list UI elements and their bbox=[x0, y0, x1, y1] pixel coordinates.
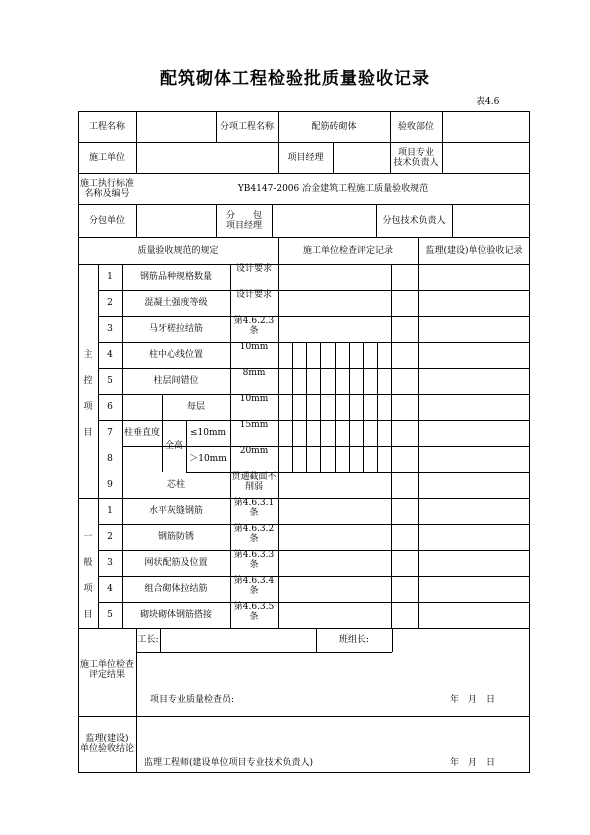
general-group-char: 目 bbox=[83, 610, 93, 620]
item-requirement: 贯通截面不削弱 bbox=[231, 472, 277, 492]
item-number: 1 bbox=[107, 506, 113, 516]
sub-manager-label bbox=[216, 204, 272, 237]
item-requirement: 设计要求 bbox=[235, 290, 272, 300]
item-number: 3 bbox=[107, 558, 113, 568]
main-group-char: 主 bbox=[83, 350, 93, 360]
tech-lead-label bbox=[390, 142, 442, 173]
sub-project-label: 分项工程名称 bbox=[219, 121, 274, 132]
item-requirement: 第4.6.3.2条 bbox=[233, 524, 275, 544]
item-number: 5 bbox=[107, 610, 113, 620]
tech-lead-label-line2: 技术负责人 bbox=[393, 157, 439, 168]
item-number: 6 bbox=[107, 402, 113, 412]
main-control-group-label bbox=[82, 342, 94, 446]
item-number: 4 bbox=[107, 350, 113, 360]
col-divider bbox=[333, 142, 334, 173]
column-construction-check-header: 施工单位检查评定记录 bbox=[302, 245, 393, 256]
item-name: 每层 bbox=[186, 402, 205, 412]
measurement-cell-divider bbox=[377, 342, 378, 472]
row-divider bbox=[78, 716, 530, 717]
construction-result-label-line2: 评定结果 bbox=[88, 670, 125, 680]
item-number: 2 bbox=[107, 298, 113, 308]
tech-lead-label-line1: 项目专业 bbox=[397, 147, 434, 158]
item-number: 7 bbox=[107, 428, 113, 438]
foreman-label: 工长: bbox=[137, 635, 159, 645]
item-requirement: 15mm bbox=[239, 420, 269, 430]
measurement-cell-divider bbox=[306, 342, 307, 472]
general-group-char: 般 bbox=[83, 558, 93, 568]
item-requirement: 10mm bbox=[239, 394, 269, 404]
item-name: 水平灰缝钢筋 bbox=[148, 506, 203, 516]
column-supervision-record-header: 监理(建设)单位验收记录 bbox=[425, 245, 523, 256]
table-number: 表4.6 bbox=[476, 97, 500, 107]
item-number: 4 bbox=[107, 584, 113, 594]
item-name: 柱层间错位 bbox=[153, 376, 199, 386]
col-divider bbox=[278, 264, 279, 628]
col-divider bbox=[392, 628, 393, 652]
item-number: 8 bbox=[107, 454, 113, 464]
measurement-cell-divider bbox=[320, 342, 321, 472]
inspector-label: 项目专业质量检查员: bbox=[150, 695, 235, 705]
standard-value: YB4147-2006 冶金建筑工程施工质量验收规范 bbox=[237, 183, 429, 194]
row-divider bbox=[122, 446, 530, 447]
item-name: ≤10mm bbox=[189, 428, 227, 438]
row-divider bbox=[136, 652, 392, 653]
measurement-cell-divider bbox=[363, 342, 364, 472]
item-requirement: 第4.6.2.3条 bbox=[233, 316, 275, 336]
team-leader-label: 班组长: bbox=[338, 635, 370, 645]
item-requirement: 8mm bbox=[242, 368, 266, 378]
row-divider bbox=[78, 204, 530, 205]
item-requirement: 设计要求 bbox=[235, 264, 272, 274]
measurement-cell-divider bbox=[292, 342, 293, 472]
sub-manager-label-line1: 分 包 bbox=[225, 210, 262, 221]
item-number: 5 bbox=[107, 376, 113, 386]
col-divider bbox=[418, 264, 419, 628]
sub-project-value: 配筋砖砌体 bbox=[311, 121, 357, 132]
col-divider bbox=[136, 111, 137, 173]
item-name: 马牙槎拉结筋 bbox=[148, 324, 203, 334]
general-group-char: 一 bbox=[83, 532, 93, 542]
standard-label bbox=[78, 173, 136, 204]
item-number: 2 bbox=[107, 532, 113, 542]
supervision-conclusion-label bbox=[78, 730, 136, 758]
item-requirement: 第4.6.3.1条 bbox=[233, 498, 275, 518]
column-spec-header: 质量验收规范的规定 bbox=[137, 245, 219, 256]
standard-label-line2: 名称及编号 bbox=[84, 188, 130, 199]
main-group-char: 项 bbox=[83, 402, 93, 412]
supervision-label-line1: 监理(建设) bbox=[85, 734, 129, 744]
col-divider bbox=[272, 204, 273, 237]
item-number: 3 bbox=[107, 324, 113, 334]
row-divider bbox=[122, 420, 186, 421]
page-title: 配筑砌体工程检验批质量验收记录 bbox=[160, 69, 430, 89]
col-divider bbox=[442, 111, 443, 173]
col-divider bbox=[160, 628, 161, 652]
col-divider bbox=[136, 204, 137, 237]
item-name: 芯柱 bbox=[166, 480, 185, 490]
main-group-char: 目 bbox=[83, 428, 93, 438]
engineer-label: 监理工程师(建设单位项目专业技术负责人) bbox=[144, 758, 314, 768]
supervision-label-line2: 单位验收结论 bbox=[79, 744, 134, 754]
item-name: ＞10mm bbox=[189, 454, 227, 464]
item-requirement: 第4.6.3.5条 bbox=[233, 602, 275, 622]
item-number: 9 bbox=[107, 480, 113, 490]
col-divider bbox=[391, 264, 392, 628]
measurement-cell-divider bbox=[335, 342, 336, 472]
standard-label-line1: 施工执行标准 bbox=[79, 178, 134, 189]
item-requirement: 第4.6.3.4条 bbox=[233, 576, 275, 596]
general-group-char: 项 bbox=[83, 584, 93, 594]
item-name: 钢筋防锈 bbox=[157, 532, 194, 542]
project-name-label: 工程名称 bbox=[88, 121, 125, 132]
engineer-date: 年 月 日 bbox=[450, 758, 496, 768]
item-requirement: 第4.6.3.3条 bbox=[233, 550, 275, 570]
inspector-date: 年 月 日 bbox=[450, 695, 496, 705]
item-name: 混凝土强度等级 bbox=[144, 298, 208, 308]
item-name: 网状配筋及位置 bbox=[144, 558, 208, 568]
main-group-char: 控 bbox=[83, 376, 93, 386]
item-name: 柱中心线位置 bbox=[148, 350, 203, 360]
acceptance-part-label: 验收部位 bbox=[397, 121, 434, 132]
item-requirement: 20mm bbox=[239, 446, 269, 456]
item-requirement: 10mm bbox=[239, 342, 269, 352]
construction-result-label bbox=[78, 652, 136, 688]
item-name: 钢筋品种规格数量 bbox=[139, 272, 212, 282]
construction-unit-label: 施工单位 bbox=[88, 152, 125, 163]
measurement-cell-divider bbox=[349, 342, 350, 472]
general-group-label bbox=[82, 524, 94, 628]
sub-tech-lead-label: 分包技术负责人 bbox=[382, 215, 446, 226]
sub-manager-label-line2: 项目经理 bbox=[225, 220, 262, 231]
item-number: 1 bbox=[107, 272, 113, 282]
full-height-label: 全高 bbox=[164, 440, 183, 451]
vertical-deviation-label: 柱垂直度 bbox=[123, 428, 160, 438]
subcontractor-label: 分包单位 bbox=[88, 215, 125, 226]
item-name: 砌块砌体钢筋搭接 bbox=[139, 610, 212, 620]
item-name: 组合砌体拉结筋 bbox=[144, 584, 208, 594]
project-manager-label: 项目经理 bbox=[287, 152, 324, 163]
col-divider bbox=[452, 204, 453, 237]
construction-result-label-line1: 施工单位检查 bbox=[79, 660, 134, 670]
